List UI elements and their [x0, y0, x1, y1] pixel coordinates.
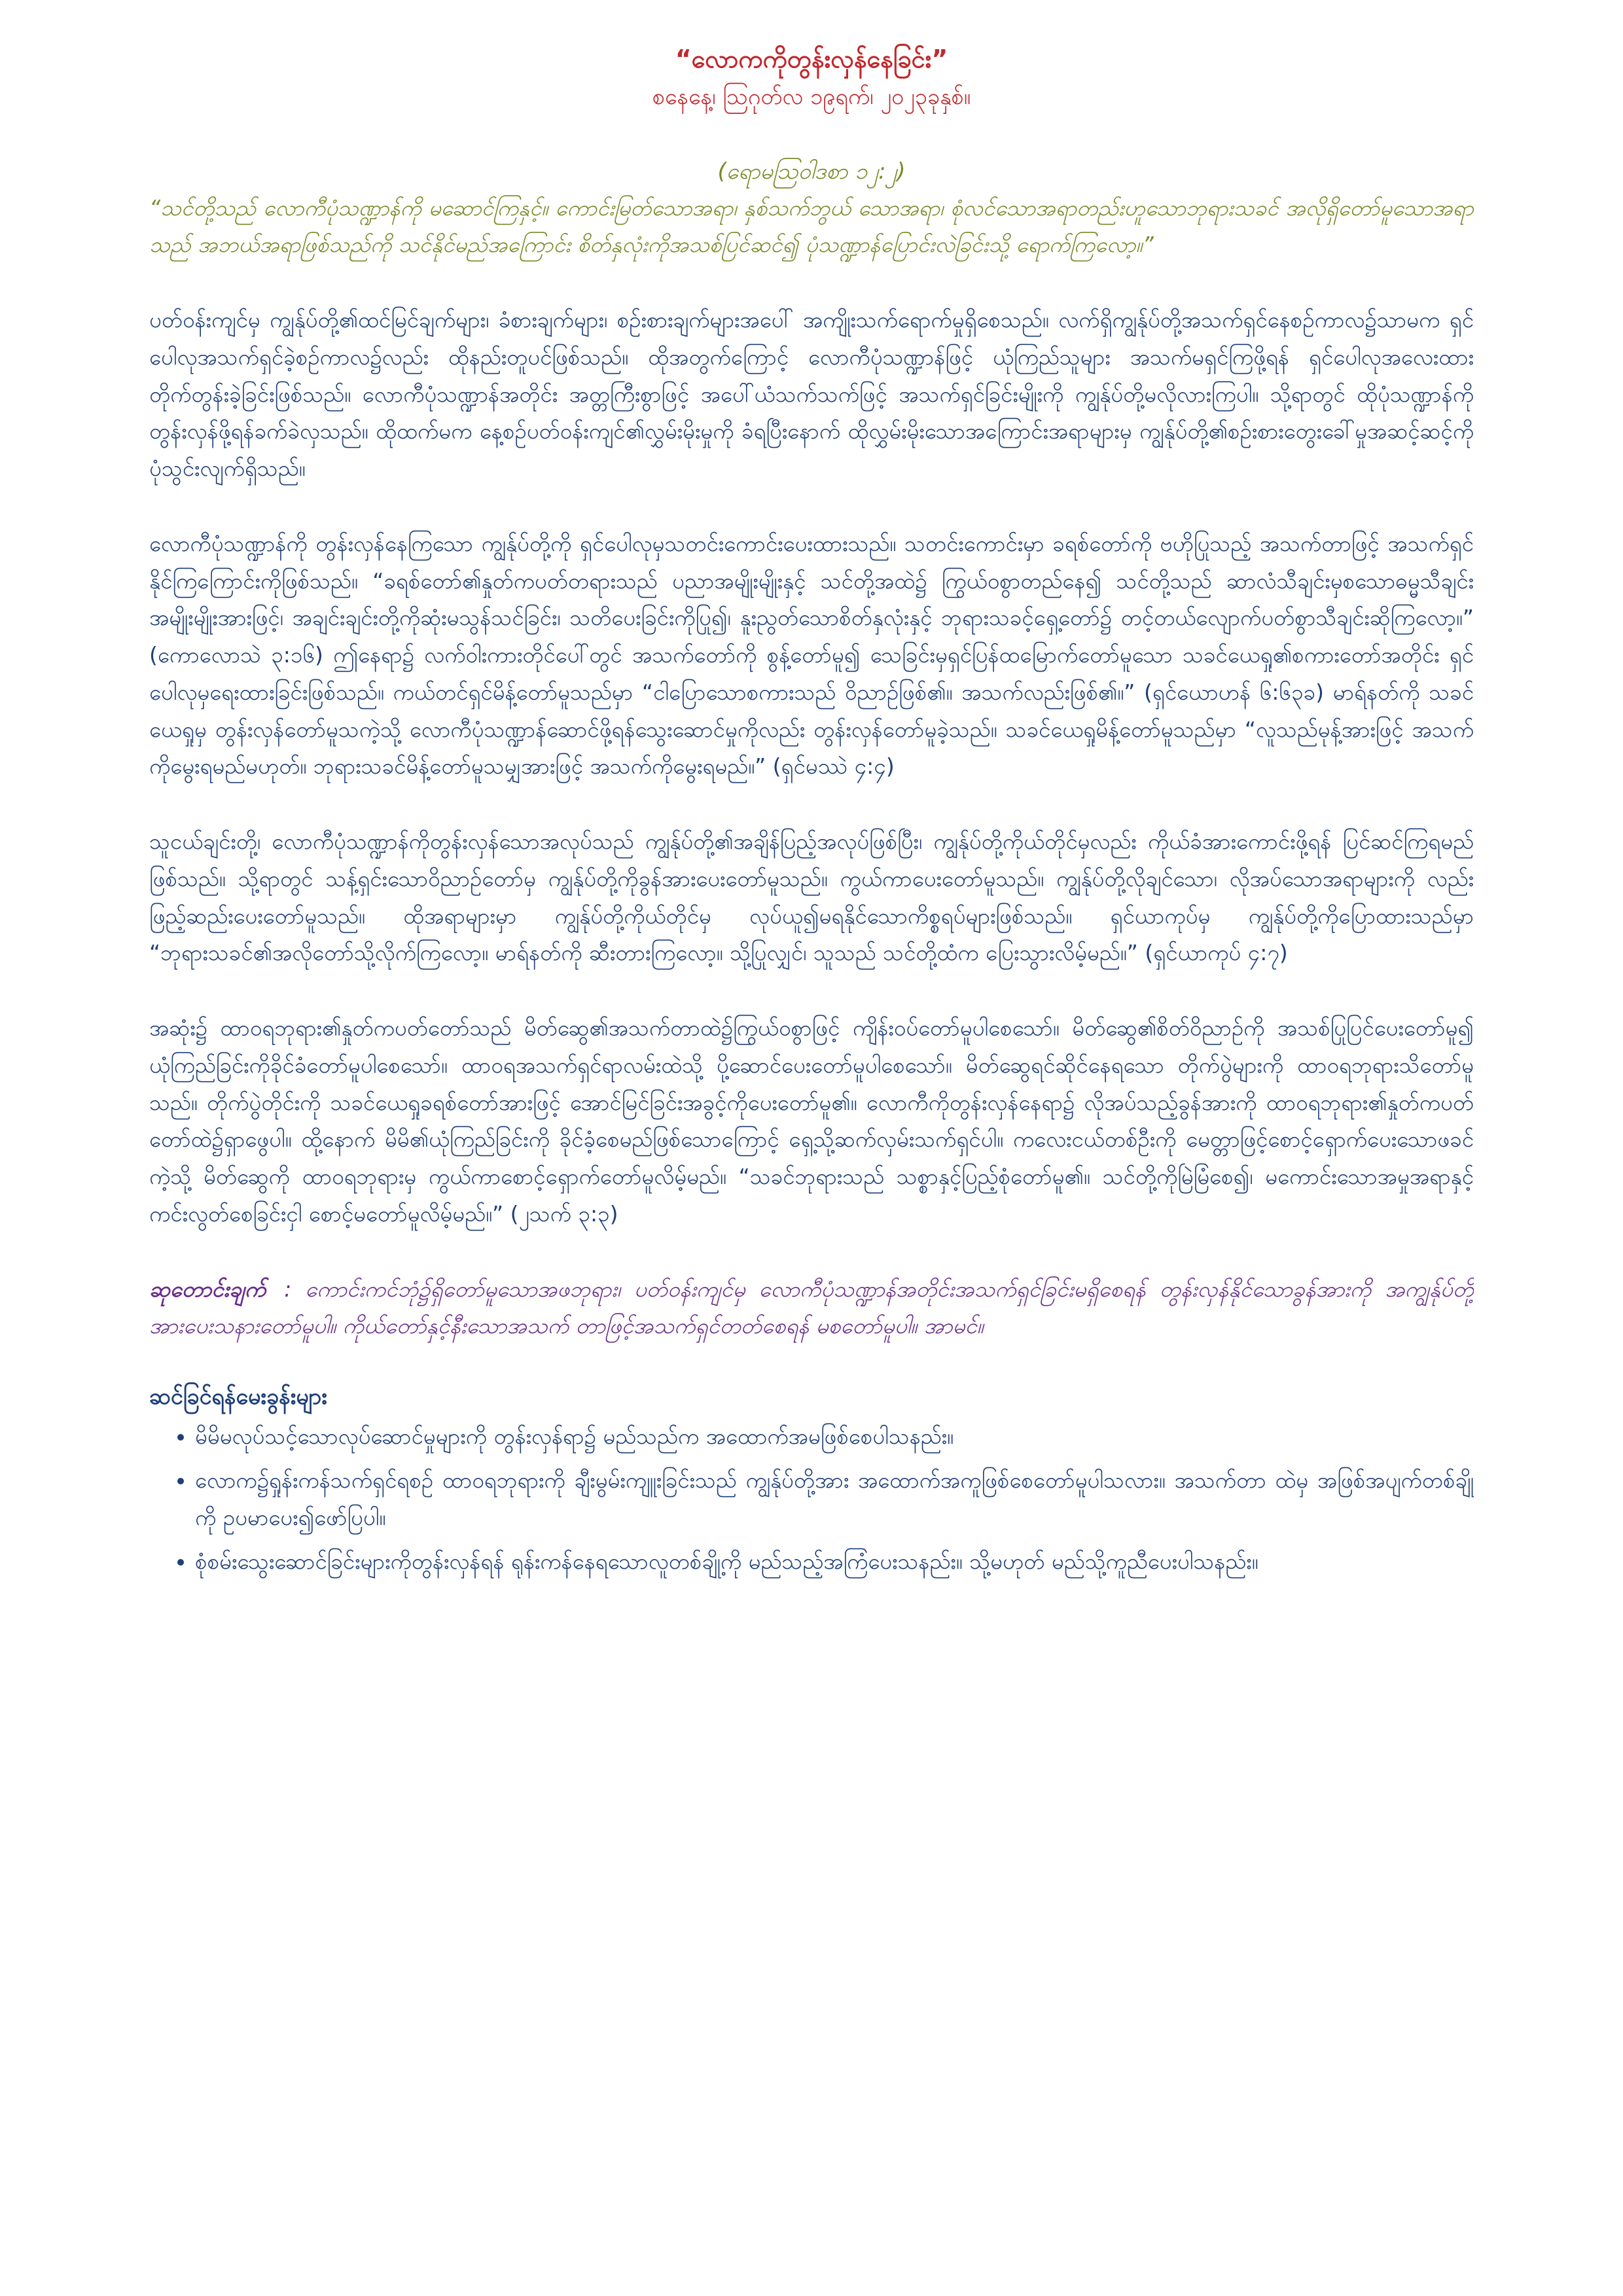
question-item: • မိမိမလုပ်သင့်သောလုပ်ဆောင်မှုများကို တွန်းလှန်ရာ၌ မည်သည်က အထောက်အမဖြစ်စေပါသနည်း။ — [195, 1418, 1474, 1456]
verse-text: “သင်တို့သည် လောကီပုံသဏ္ဍာန်ကို မဆောင်ကြနှင့်။ ကောင်းမြတ်သောအရာ၊ နှစ်သက်ဘွယ် သောအရာ၊ စုံလင်သောအရာတည်းဟူသောဘုရားသခင် အလိုရှိတော်မူသောအရာသည် အဘယ်အရာဖြစ်သည်ကို သင်နိုင်မည်အကြောင်း စိတ်နှလုံးကိုအသစ်ပြင်ဆင်၍ ပုံသဏ္ဍာန်ပြောင်းလဲခြင်းသို့ ရောက်ကြလော့။” — [149, 194, 1474, 258]
question-item: • စုံစမ်းသွေးဆောင်ခြင်းများကိုတွန်းလှန်ရန် ရုန်းကန်နေရသောလူတစ်ချို့ကို မည်သည့်အကြံပေးသနည်း။ သို့မဟုတ် မည်သို့ကူညီပေးပါသနည်း။ — [195, 1543, 1474, 1581]
page-date: စနေနေ့၊ ဩဂုတ်လ ၁၉ရက်၊ ၂၀၂၃ခုနှစ်။ — [652, 83, 971, 110]
page-title: “လောကကိုတွန်းလှန်နေခြင်း” — [675, 45, 948, 73]
body-paragraph-3: သူငယ်ချင်းတို့၊ လောကီပုံသဏ္ဍာန်ကိုတွန်းလှန်သောအလုပ်သည် ကျွန်ုပ်တို့၏အချိန်ပြည့်အလုပ်ဖြစ်ပြီး၊ ကျွန်ုပ်တို့ကိုယ်တိုင်မှလည်း ကိုယ်ခံအားကောင်းဖို့ရန် ပြင်ဆင်ကြရမည်ဖြစ်သည်။ သို့ရာတွင် သန့်ရှင်းသောဝိညာဉ်တော်မှ ကျွန်ုပ်တို့ကိုခွန်အားပေးတော်မူသည်။ ကွယ်ကာပေးတော်မူသည်။ ကျွန်ုပ်တို့လိုချင်သော၊ လိုအပ်သောအရာများကို လည်းဖြည့်ဆည်းပေးတော်မူသည်။ ထိုအရာများမှာ ကျွန်ုပ်တို့ကိုယ်တိုင်မှ လုပ်ယူ၍မရနိုင်သောကိစ္စရပ်များဖြစ်သည်။ ရှင်ယာကုပ်မှ ကျွန်ုပ်တို့ကိုပြောထားသည်မှာ “ဘုရားသခင်၏အလိုတော်သို့လိုက်ကြလော့။ မာရ်နတ်ကို ဆီးတားကြလော့။ သို့ပြုလျှင်၊ သူသည် သင်တို့ထံက ပြေးသွားလိမ့်မည်။” (ရှင်ယာကုပ် ၄:၇) — [149, 829, 1474, 966]
verse-reference: (ရောမဩဝါဒစာ ၁၂:၂) — [717, 158, 906, 185]
prayer-text: : ကောင်းကင်ဘုံ၌ရှိတော်မူသောအဖဘုရား၊ ပတ်ဝန်းကျင်မှ လောကီပုံသဏ္ဍာန်အတိုင်းအသက်ရှင်ခြင်းမရှိစေရန် တွန်းလှန်နိုင်သောခွန်အားကို အကျွန်ုပ်တို့အားပေးသနားတော်မူပါ။ ကိုယ်တော်နှင့်နီးသောအသက် တာဖြင့်အသက်ရှင်တတ်စေရန် မစတော်မူပါ။ အာမင်။ — [149, 1276, 1474, 1339]
question-item: • လောက၌ရှုန်းကန်သက်ရှင်ရစဉ် ထာဝရဘုရားကို ချီးမွမ်းကျူးခြင်းသည် ကျွန်ုပ်တို့အား အထောက်အကူဖြစ်စေတော်မူပါသလား။ အသက်တာ ထဲမှ အဖြစ်အပျက်တစ်ချို့ကို ဥပမာပေး၍ဖော်ပြပါ။ — [195, 1462, 1474, 1537]
devotional-page — [149, 39, 1474, 2265]
body-paragraph-2: လောကီပုံသဏ္ဍာန်ကို တွန်းလှန်နေကြသော ကျွန်ုပ်တို့ကို ရှင်ပေါလုမှသတင်းကောင်းပေးထားသည်။ သတင်းကောင်းမှာ ခရစ်တော်ကို ဗဟိုပြုသည့် အသက်တာဖြင့် အသက်ရှင်နိုင်ကြကြောင်းကိုဖြစ်သည်။ “ခရစ်တော်၏နှုတ်ကပတ်တရားသည် ပညာအမျိုးမျိုးနှင့် သင်တို့အထဲ၌ ကြွယ်ဝစွာတည်နေ၍ သင်တို့သည် ဆာလံသီချင်းမှစသောဓမ္မသီချင်း အမျိုးမျိုးအားဖြင့်၊ အချင်းချင်းတို့ကိုဆုံးမသွန်သင်ခြင်း၊ သတိပေးခြင်းကိုပြု၍၊ နူးညွတ်သောစိတ်နှလုံးနှင့် ဘုရားသခင့်ရှေ့တော်၌ တင့်တယ်လျောက်ပတ်စွာသီချင်းဆိုကြလော့။” (ကောလောသဲ ၃:၁၆) ဤနေရာ၌ လက်ဝါးကားတိုင်ပေါ်တွင် အသက်တော်ကို စွန့်တော်မူ၍ သေခြင်းမှရှင်ပြန်ထမြောက်တော်မူသော သခင်ယေရှု၏စကားတော်အတိုင်း ရှင်ပေါလုမှရေးထားခြင်းဖြစ်သည်။ ကယ်တင်ရှင်မိန့်တော်မူသည်မှာ “ငါပြောသောစကားသည် ဝိညာဉ်ဖြစ်၏။ အသက်လည်းဖြစ်၏။” (ရှင်ယောဟန် ၆:၆၃ခ) မာရ်နတ်ကို သခင်ယေရှုမှ တွန်းလှန်တော်မူသကဲ့သို့ လောကီပုံသဏ္ဍာန်ဆောင်ဖို့ရန်သွေးဆောင်မှုကိုလည်း တွန်းလှန်တော်မူခဲ့သည်။ သခင်ယေရှုမိန့်တော်မူသည်မှာ “လူသည်မုန့်အားဖြင့် အသက်ကိုမွေးရမည်မဟုတ်။ ဘုရားသခင်မိန့်တော်မူသမျှအားဖြင့် အသက်ကိုမွေးရမည်။” (ရှင်မဿဲ ၄:၄) — [149, 530, 1474, 780]
questions-list — [149, 1418, 1474, 1580]
body-paragraph-4: အဆုံး၌ ထာဝရဘုရား၏နှုတ်ကပတ်တော်သည် မိတ်ဆွေ၏အသက်တာထဲ၌ကြွယ်ဝစွာဖြင့် ကျိန်းဝပ်တော်မူပါစေသော်။ မိတ်ဆွေ၏စိတ်ဝိညာဉ်ကို အသစ်ပြုပြင်ပေးတော်မူ၍ ယုံကြည်ခြင်းကိုခိုင်ခံတော်မူပါစေသော်။ ထာဝရအသက်ရှင်ရာလမ်းထဲသို့ ပို့ဆောင်ပေးတော်မူပါစေသော်။ မိတ်ဆွေရင်ဆိုင်နေရသော တိုက်ပွဲများကို ထာဝရဘုရားသိတော်မူသည်။ တိုက်ပွဲတိုင်းကို သခင်ယေရှုခရစ်တော်အားဖြင့် အောင်မြင်ခြင်းအခွင့်ကိုပေးတော်မူ၏။ လောကီကိုတွန်းလှန်နေရာ၌ လိုအပ်သည့်ခွန်အားကို ထာဝရဘုရား၏နှုတ်ကပတ်တော်ထဲ၌ရှာဖွေပါ။ ထို့နောက် မိမိ၏ယုံကြည်ခြင်းကို ခိုင်ခံ့စေမည်ဖြစ်သောကြောင့် ရှေ့သို့ဆက်လှမ်းသက်ရှင်ပါ။ ကလေးငယ်တစ်ဦးကို မေတ္တာဖြင့်စောင့်ရှောက်ပေးသောဖခင်ကဲ့သို့ မိတ်ဆွေကို ထာဝရဘုရားမှ ကွယ်ကာစောင့်ရှောက်တော်မူလိမ့်မည်။ “သခင်ဘုရားသည် သစ္စာနှင့်ပြည့်စုံတော်မူ၏။ သင်တို့ကိုမြဲမြံစေ၍၊ မကောင်းသောအမှုအရာနှင့် ကင်းလွတ်စေခြင်းငှါ စောင့်မတော်မူလိမ့်မည်။” (၂သက် ၃:၃) — [149, 1015, 1474, 1227]
questions-heading: ဆင်ခြင်ရန်မေးခွန်းများ — [149, 1384, 327, 1410]
body-paragraph-1: ပတ်ဝန်းကျင်မှ ကျွန်ုပ်တို့၏ထင်မြင်ချက်များ၊ ခံစားချက်များ၊ စဉ်းစားချက်များအပေါ် အကျိုးသက်ရောက်မှုရှိစေသည်။ လက်ရှိကျွန်ုပ်တို့အသက်ရှင်နေစဉ်ကာလ၌သာမက ရှင်ပေါလုအသက်ရှင်ခဲ့စဉ်ကာလ၌လည်း ထိုနည်းတူပင်ဖြစ်သည်။ ထိုအတွက်ကြောင့် လောကီပုံသဏ္ဍာန်ဖြင့် ယုံကြည်သူများ အသက်မရှင်ကြဖို့ရန် ရှင်ပေါလုအလေးထား တိုက်တွန်းခဲ့ခြင်းဖြစ်သည်။ လောကီပုံသဏ္ဍာန်အတိုင်း အတ္တကြီးစွာဖြင့် အပေါ်ယံသက်သက်ဖြင့် အသက်ရှင်ခြင်းမျိုးကို ကျွန်ုပ်တို့မလိုလားကြပါ။ သို့ရာတွင် ထိုပုံသဏ္ဍာန်ကိုတွန်းလှန်ဖို့ရန်ခက်ခဲလှသည်။ ထိုထက်မက နေ့စဉ်ပတ်ဝန်းကျင်၏လွှမ်းမိုးမှုကို ခံရပြီးနောက် ထိုလွှမ်းမိုးသောအကြောင်းအရာများမှ ကျွန်ုပ်တို့၏စဉ်းစားတွေးခေါ်မှုအဆင့်ဆင့်ကို ပုံသွင်းလျက်ရှိသည်။ — [149, 307, 1474, 482]
prayer-section — [149, 1271, 1474, 1346]
prayer-label: ဆုတောင်းချက် — [149, 1276, 266, 1302]
